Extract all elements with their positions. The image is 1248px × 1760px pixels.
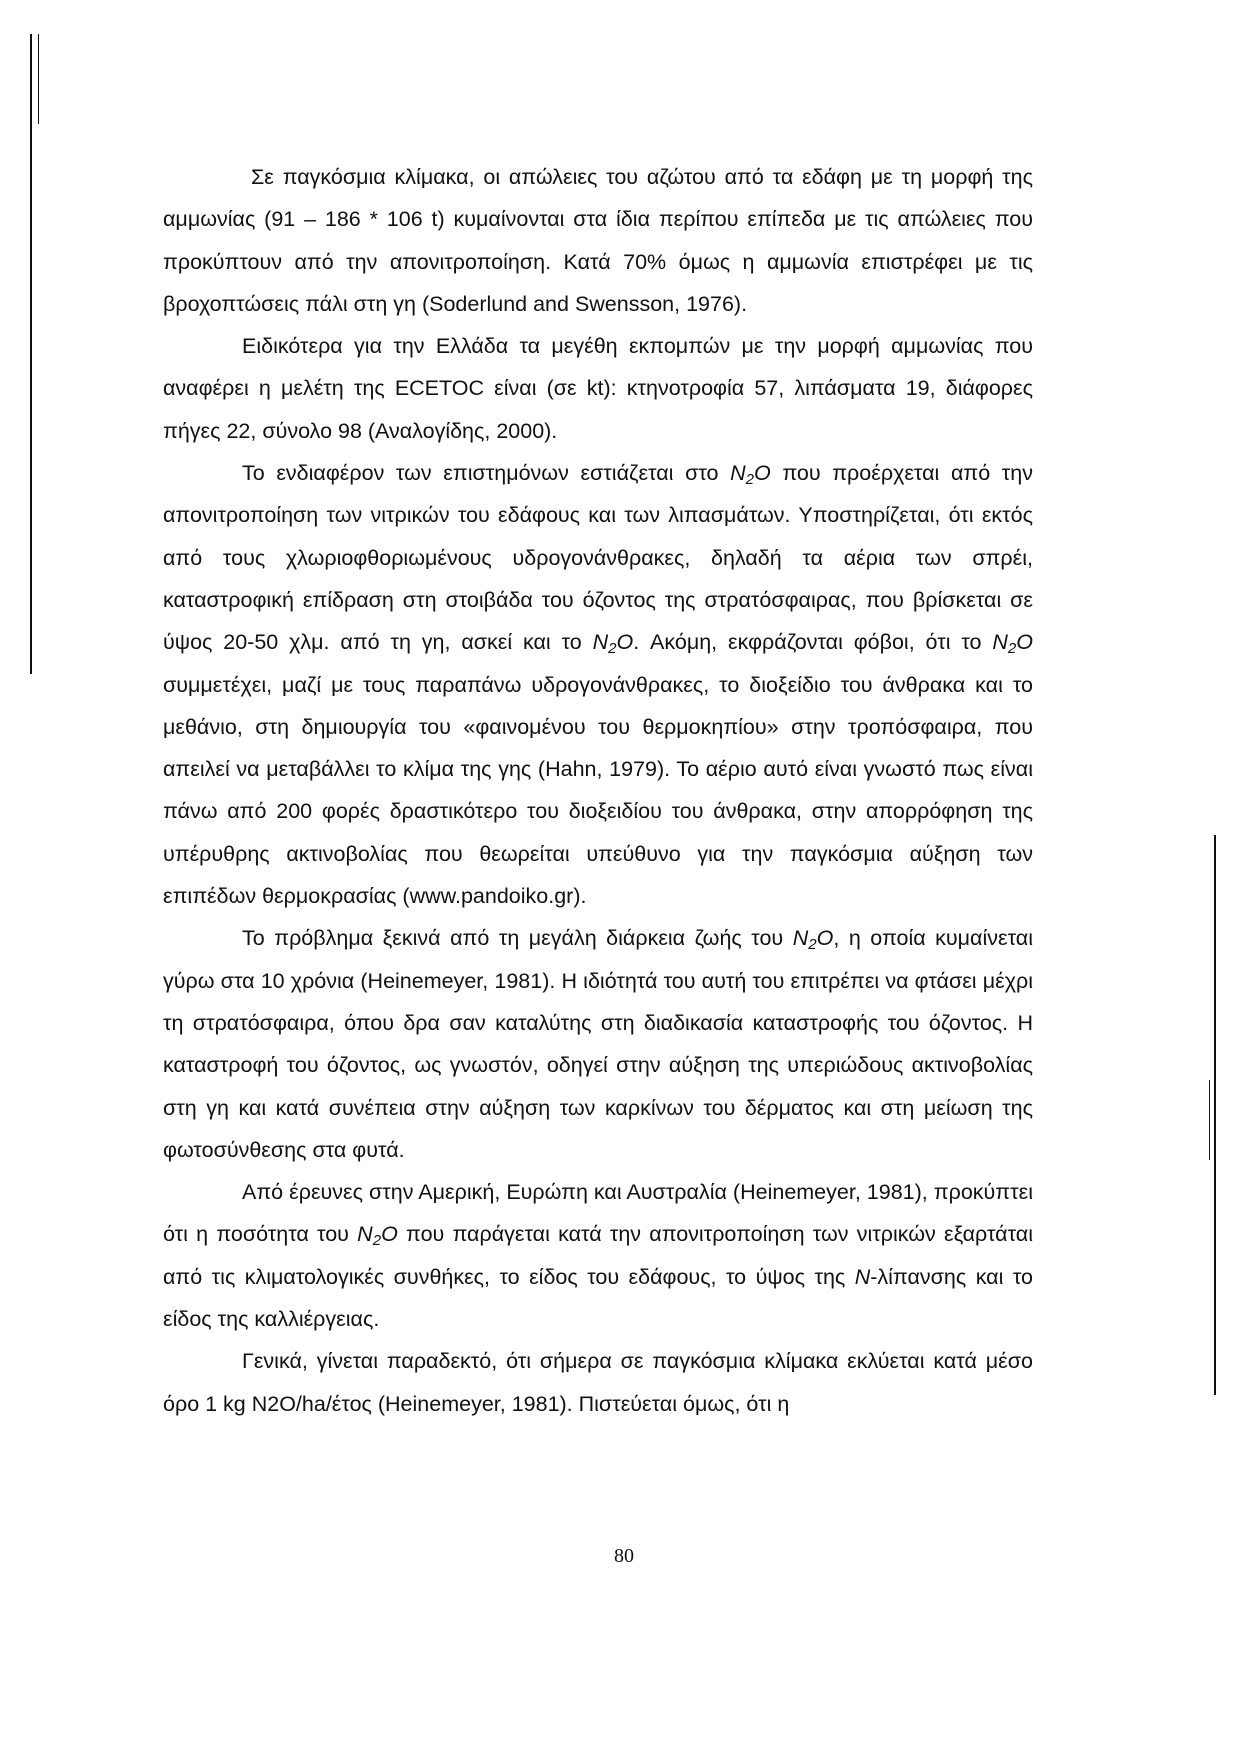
page-number: 80	[614, 1545, 634, 1567]
paragraph-6	[163, 1340, 1033, 1425]
paragraph-4	[163, 917, 1033, 1171]
paragraph-4-text-b: , η οποία κυμαίνεται γύρω στα 10 χρόνια (Heinemeyer, 1981). Η ιδιότητά του αυτή του επιτρέπει να φτάσει μέχρι τη στρατόσφαιρα, όπου δρα σαν καταλύτης στη διαδικασία καταστροφής του όζοντος. Η καταστροφή του όζοντος, ως γνωστόν, οδηγεί στην αύξηση της υπεριώδους ακτινοβολίας στη γη και κατά συνέπεια στην αύξηση των καρκίνων του δέρματος και στη μείωση της φωτοσύνθεσης στα φυτά.	[163, 926, 1033, 1162]
n2o-formula: $N_2O$	[357, 1222, 398, 1250]
scan-edge-line-right-1	[1214, 835, 1216, 1395]
body-text	[163, 156, 1033, 1425]
paragraph-3-text-c: . Ακόμη, εκφράζονται φόβοι, ότι το	[633, 630, 993, 655]
scan-edge-line-right-2	[1209, 1080, 1210, 1160]
nitrogen-symbol: N	[854, 1264, 871, 1289]
n2o-formula: $N_2O$	[730, 461, 771, 488]
paragraph-1-text: Σε παγκόσμια κλίμακα, οι απώλειες του αζώτου από τα εδάφη με τη μορφή της αμμωνίας (91 – 186 * 106 t) κυμαίνονται στα ίδια περίπου επίπεδα με τις απώλειες που προκύπτουν από την απονιτροποίηση. Κατά 70% όμως η αμμωνία επιστρέφει με τις βροχοπτώσεις πάλι στη γη (Soderlund and Swensson, 1976).	[163, 165, 1033, 316]
paragraph-3	[163, 452, 1033, 917]
paragraph-1	[163, 156, 1033, 325]
scan-edge-line-left-2	[38, 34, 39, 124]
paragraph-5	[163, 1171, 1033, 1340]
n2o-formula: $N_2O$	[592, 630, 634, 658]
paragraph-3-text-d: συμμετέχει, μαζί με τους παραπάνω υδρογονάνθρακες, το διοξείδιο του άνθρακα και το μεθάνιο, στη δημιουργία του «φαινομένου του θερμοκηπίου» στην τροπόσφαιρα, που απειλεί να μεταβάλλει το κλίμα της γης (Hahn, 1979). Το αέριο αυτό είναι γνωστό πως είναι πάνω από 200 φορές δραστικότερο του διοξειδίου του άνθρακα, στην απορρόφηση της υπέρυθρης ακτινοβολίας που θεωρείται υπεύθυνο για την παγκόσμια αύξηση των επιπέδων θερμοκρασίας (www.pandoiko.gr).	[163, 672, 1033, 909]
paragraph-5-text-b: που παράγεται κατά την απονιτροποίηση των νιτρικών εξαρτάται από τις κλιματολογικές συνθήκες, το είδος του εδάφους, το ύψος της	[163, 1222, 1033, 1289]
n2o-formula: $N_2O$	[992, 630, 1033, 658]
paragraph-3-text-a: Το ενδιαφέρον των επιστημόνων εστιάζεται στο	[242, 461, 731, 486]
paragraph-2-text: Ειδικότερα για την Ελλάδα τα μεγέθη εκπομπών με την μορφή αμμωνίας που αναφέρει η μελέτη της ECETOC είναι (σε kt): κτηνοτροφία 57, λιπάσματα 19, διάφορες πήγες 22, σύνολο 98 (Αναλογίδης, 2000).	[163, 334, 1033, 443]
paragraph-5-text-a: Από έρευνες στην Αμερική, Ευρώπη και Αυστραλία (Heinemeyer, 1981), προκύπτει ότι η ποσότητα του	[163, 1180, 1033, 1247]
n2o-formula: $N_2O$	[792, 926, 834, 954]
paragraph-3-text-b: που προέρχεται από την απονιτροποίηση των νιτρικών του εδάφους και των λιπασμάτων. Υποστηρίζεται, ότι εκτός από τους χλωριοφθοριωμένους υδρογονάνθρακες, δηλαδή τα αέρια των σπρέι, καταστροφική επίδραση στη στοιβάδα του όζοντος της στρατόσφαιρας, που βρίσκεται σε ύψος 20-50 χλμ. από τη γη, ασκεί και το	[163, 461, 1033, 655]
scan-edge-line-left-1	[30, 34, 32, 674]
paragraph-4-text-a: Το πρόβλημα ξεκινά από τη μεγάλη διάρκεια ζωής του	[242, 926, 793, 951]
paragraph-2	[163, 325, 1033, 452]
paragraph-5-text-c: -λίπανσης και το είδος της καλλιέργειας.	[163, 1264, 1033, 1332]
paragraph-6-text: Γενικά, γίνεται παραδεκτό, ότι σήμερα σε παγκόσμια κλίμακα εκλύεται κατά μέσο όρο 1 kg N2O/ha/έτος (Heinemeyer, 1981). Πιστεύεται όμως, ότι η	[163, 1349, 1033, 1416]
